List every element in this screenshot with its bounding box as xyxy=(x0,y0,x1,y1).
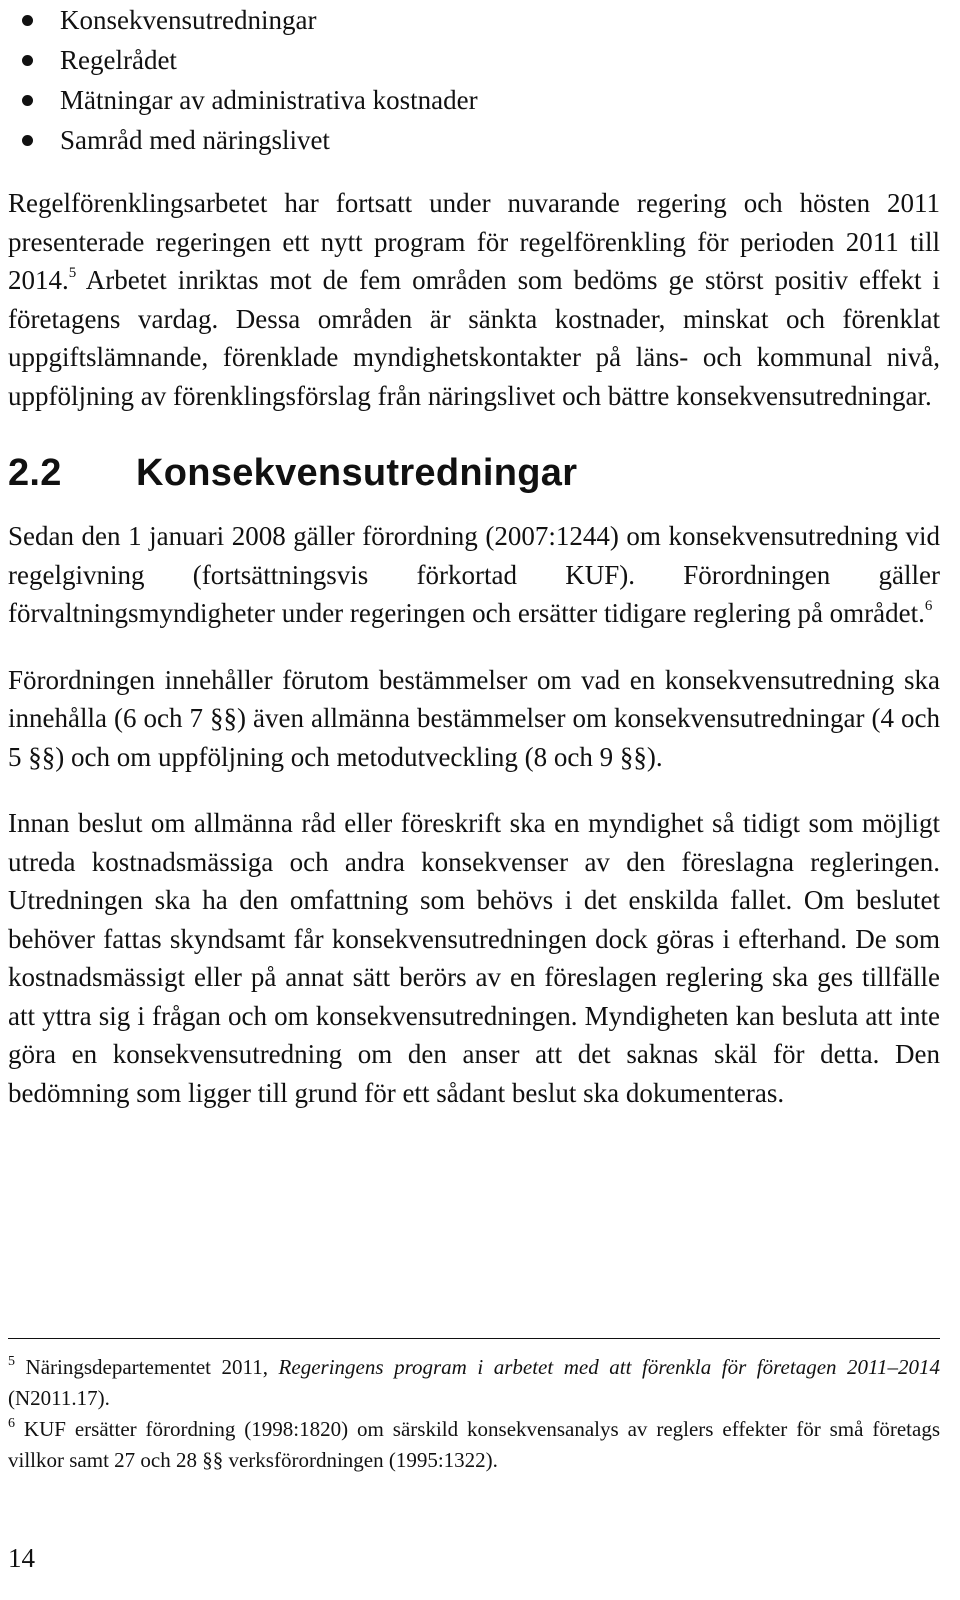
bullet-icon xyxy=(22,95,33,106)
footnote-text: KUF ersätter förordning (1998:1820) om särskild konsekvensanalys av reglers effekter för små företags villkor samt 27 och 28 §§ verksförordningen (1995:1322). xyxy=(8,1417,940,1472)
page-number: 14 xyxy=(8,1543,35,1573)
footnote-ref-5[interactable]: 5 xyxy=(68,265,77,281)
paragraph-regelforenkling xyxy=(8,184,940,415)
footnotes xyxy=(8,1352,940,1476)
list-item xyxy=(8,40,940,80)
bullet-icon xyxy=(22,135,33,146)
list-item xyxy=(8,120,940,160)
section-heading xyxy=(8,445,940,501)
bullet-icon xyxy=(22,55,33,66)
footnote-5 xyxy=(8,1352,940,1414)
footnote-title: Regeringens program i arbetet med att förenkla för företagen 2011–2014 xyxy=(278,1355,940,1379)
document-page xyxy=(8,0,940,1573)
list-item xyxy=(8,0,940,40)
footnote-divider xyxy=(8,1338,940,1339)
bullet-list xyxy=(8,0,940,160)
list-item-label: Samråd med näringslivet xyxy=(60,125,330,155)
list-item xyxy=(8,80,940,120)
footnote-number: 6 xyxy=(8,1416,15,1431)
list-item-label: Konsekvensutredningar xyxy=(60,5,317,35)
paragraph-text: Arbetet inriktas mot de fem områden som bedöms ge störst positiv effekt i företagens vardag. Dessa områden är sänkta kostnader, minskat och förenklat uppgiftslämnande, förenklade myndighetskontakter på läns- och kommunal nivå, uppföljning av förenklingsförslag från näringslivet och bättre konsekvensutredningar. xyxy=(8,265,940,411)
paragraph-forordningen: Förordningen innehåller förutom bestämmelser om vad en konsekvensutredning ska innehålla (6 och 7 §§) även allmänna bestämmelser om konsekvensutredningar (4 och 5 §§) och om uppföljning och metodutveckling (8 och 9 §§). xyxy=(8,664,940,772)
list-item-label: Mätningar av administrativa kostnader xyxy=(60,85,478,115)
paragraph-text: Regelförenklingsarbetet har fortsatt under nuvarande regering och hösten 2011 presenterade regeringen ett nytt program för regelförenkling för perioden 2011 till 2014. xyxy=(8,188,940,295)
bullet-icon xyxy=(22,15,33,26)
section-number: 2.2 xyxy=(8,452,62,494)
footnote-ref-6[interactable]: 6 xyxy=(924,598,933,614)
list-item-label: Regelrådet xyxy=(60,45,177,75)
footnote-number: 5 xyxy=(8,1354,15,1369)
paragraph-text: Sedan den 1 januari 2008 gäller förordning (2007:1244) om konsekvensutredning vid regelgivning (fortsättningsvis förkortad KUF). Förordningen gäller förvaltningsmyndigheter under regeringen och ersätter tidigare reglering på området. xyxy=(8,521,940,628)
section-title: Konsekvensutredningar xyxy=(136,452,578,494)
footnote-text: (N2011.17). xyxy=(8,1386,110,1410)
paragraph-kuf xyxy=(8,517,940,633)
footnote-6 xyxy=(8,1414,940,1476)
paragraph-innan-beslut: Innan beslut om allmänna råd eller föreskrift ska en myndighet så tidigt som möjligt utreda kostnadsmässiga och andra konsekvenser av den föreslagna regleringen. Utredningen ska ha den omfattning som behövs i det enskilda fallet. Om beslutet behöver fattas skyndsamt får konsekvensutredningen dock göras i efterhand. De som kostnadsmässigt eller på annat sätt berörs av en föreslagen reglering ska ges tillfälle att yttra sig i frågan och om konsekvensutredningen. Myndigheten kan besluta att inte göra en konsekvensutredning om den anser att det saknas skäl för detta. Den bedömning som ligger till grund för ett sådant beslut ska dokumenteras. xyxy=(8,808,940,1108)
footnote-text: Näringsdepartementet 2011, xyxy=(15,1355,279,1379)
